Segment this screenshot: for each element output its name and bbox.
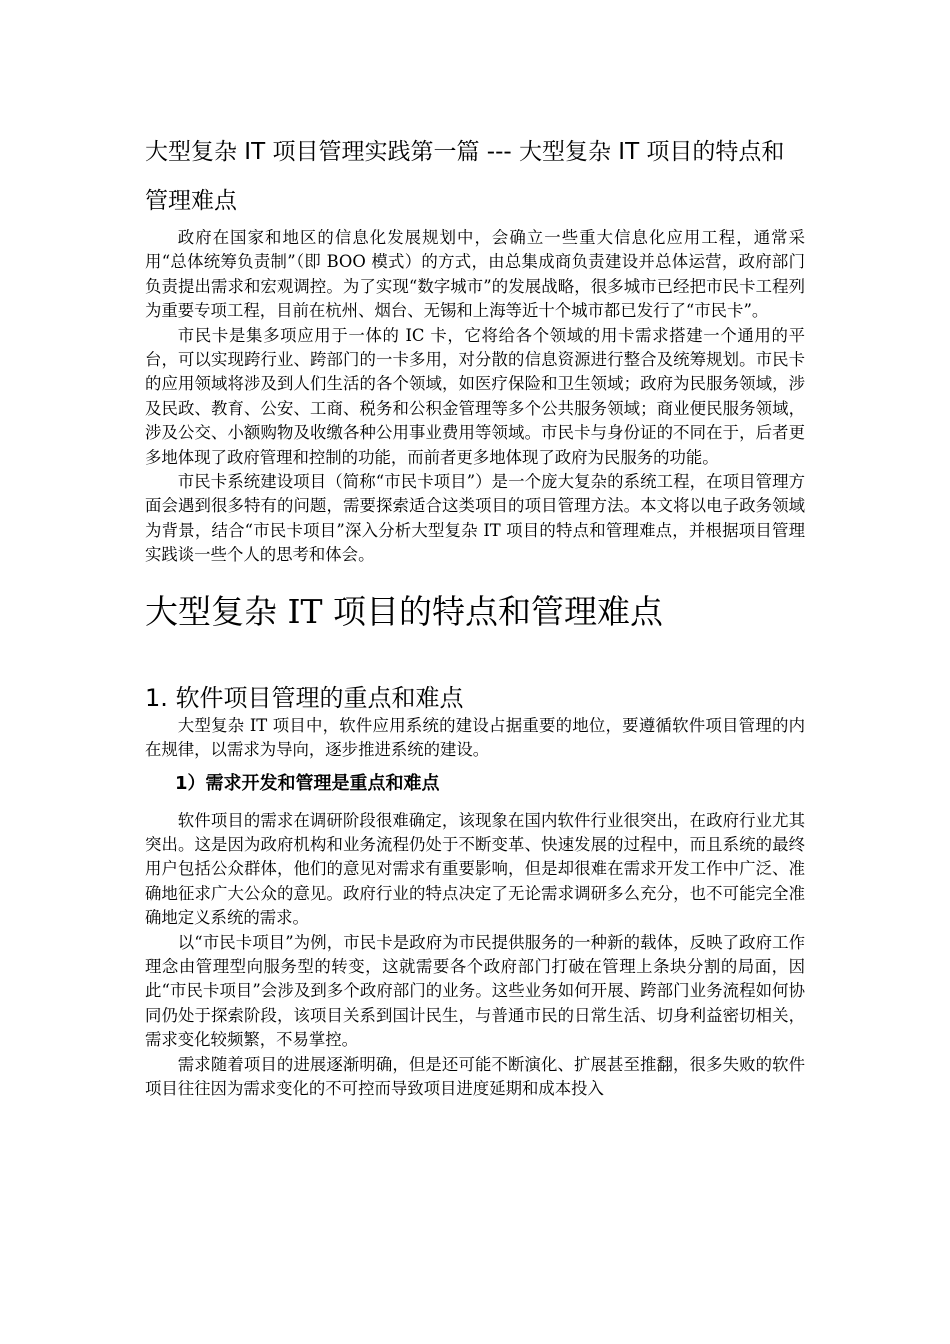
body-section — [145, 809, 805, 1102]
body-paragraph-1: 软件项目的需求在调研阶段很难确定，该现象在国内软件行业很突出，在政府行业尤其突出。这是因为政府机构和业务流程仍处于不断变革、快速发展的过程中，而且系统的最终用户包括公众群体，他们的意见对需求有重要影响，但是却很难在需求开发工作中广泛、准确地征求广大公众的意见。政府行业的特点决定了无论需求调研多么充分，也不可能完全准确地定义系统的需求。 — [145, 810, 805, 928]
subsection-heading: 1. 软件项目管理的重点和难点 — [145, 683, 464, 712]
body-paragraph-2: 以“市民卡项目”为例，市民卡是政府为市民提供服务的一种新的载体，反映了政府工作理念由管理型向服务型的转变，这就需要各个政府部门打破在管理上条块分割的局面，因此“市民卡项目”会涉及到多个政府部门的业务。这些业务如何开展、跨部门业务流程如何协同仍处于探索阶段，该项目关系到国计民生，与普通市民的日常生活、切身利益密切相关，需求变化较频繁，不易掌控。 — [145, 932, 805, 1050]
body-paragraph-3: 需求随着项目的进展逐渐明确，但是还可能不断演化、扩展甚至推翻，很多失败的软件项目往往因为需求变化的不可控而导致项目进度延期和成本投入 — [145, 1054, 805, 1098]
section-heading: 大型复杂 IT 项目的特点和管理难点 — [145, 591, 664, 631]
document-title: 大型复杂 IT 项目管理实践第一篇 --- 大型复杂 IT 项目的特点和管理难点 — [145, 139, 785, 214]
intro-paragraph-2: 市民卡是集多项应用于一体的 IC 卡，它将给各个领域的用卡需求搭建一个通用的平台，可以实现跨行业、跨部门的一卡多用，对分散的信息资源进行整合及统筹规划。市民卡的应用领域将涉及到人们生活的各个领域，如医疗保险和卫生领域；政府为民服务领域，涉及民政、教育、公安、工商、税务和公积金管理等多个公共服务领域；商业便民服务领域，涉及公交、小额购物及收缴各种公用事业费用等领域。市民卡与身份证的不同在于，后者更多地体现了政府管理和控制的功能，而前者更多地体现了政府为民服务的功能。 — [145, 325, 805, 467]
subsection-paragraph: 大型复杂 IT 项目中，软件应用系统的建设占据重要的地位，要遵循软件项目管理的内在规律，以需求为导向，逐步推进系统的建设。 — [145, 715, 805, 760]
document-page — [145, 128, 805, 1101]
intro-paragraph-3: 市民卡系统建设项目（简称“市民卡项目”）是一个庞大复杂的系统工程，在项目管理方面会遇到很多特有的问题，需要探索适合这类项目的项目管理方法。本文将以电子政务领域为背景，结合“市民卡项目”深入分析大型复杂 IT 项目的特点和管理难点，并根据项目管理实践谈一些个人的思考和体会。 — [145, 472, 805, 565]
intro-paragraph-1: 政府在国家和地区的信息化发展规划中，会确立一些重大信息化应用工程，通常采用“总体统筹负责制”（即 BOO 模式）的方式，由总集成商负责建设并总体运营，政府部门负责提出需求和宏观调控。为了实现“数字城市”的发展战略，很多城市已经把市民卡工程列为重要专项工程，目前在杭州、烟台、无锡和上海等近十个城市都已发行了“市民卡”。 — [145, 228, 805, 321]
subsubsection-heading: 1）需求开发和管理是重点和难点 — [175, 772, 440, 794]
intro-section — [145, 226, 805, 568]
